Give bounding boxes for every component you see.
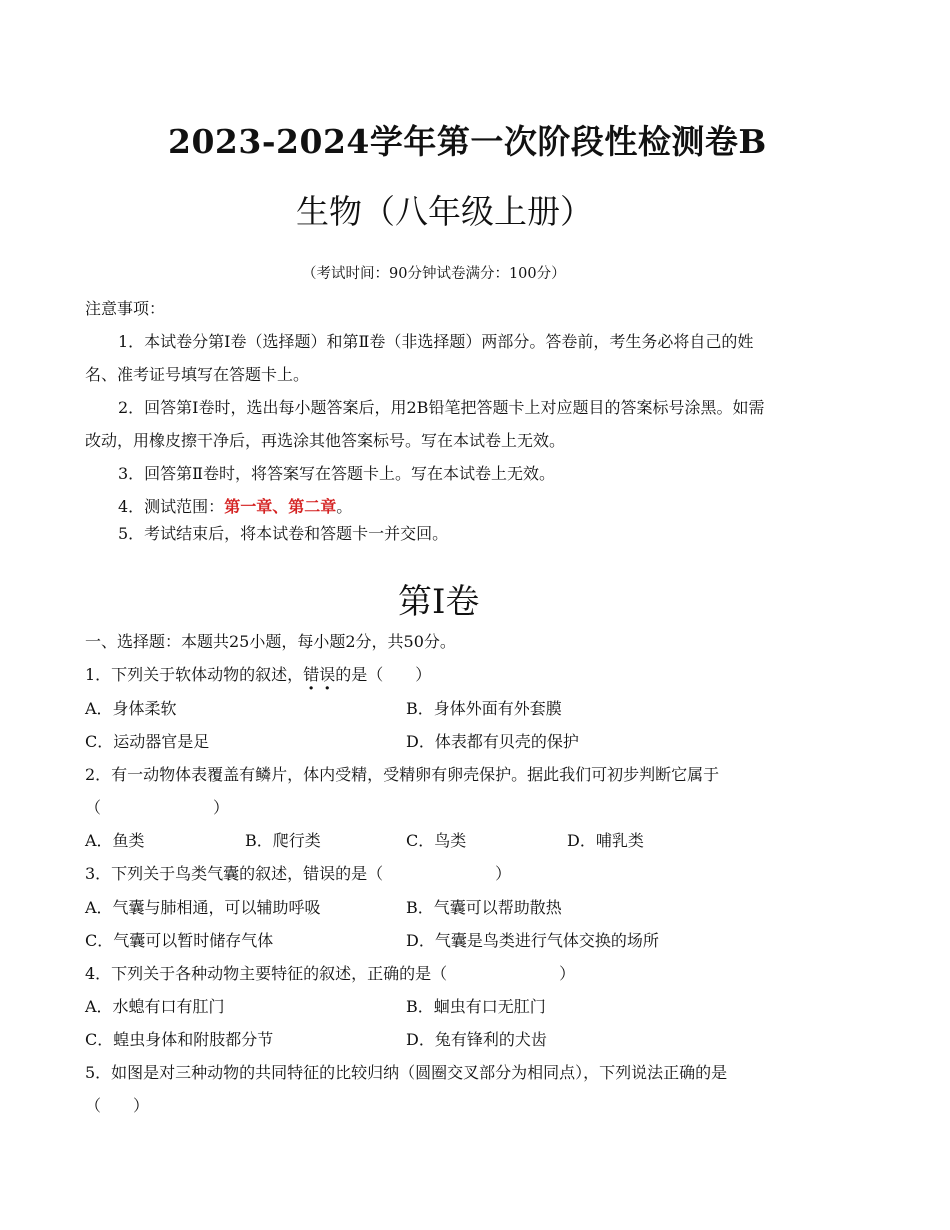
question-2-stem: 2．有一动物体表覆盖有鳞片，体内受精，受精卵有卵壳保护。据此我们可初步判断它属于 xyxy=(85,765,720,784)
question-4-option-c: C．蝗虫身体和附肢都分节 xyxy=(85,1030,274,1049)
question-2-option-a: A．鱼类 xyxy=(85,831,145,850)
question-1-option-d: D．体表都有贝壳的保护 xyxy=(406,732,579,751)
question-1-option-a: A．身体柔软 xyxy=(85,699,177,718)
question-4-option-d: D．兔有锋利的犬齿 xyxy=(406,1030,547,1049)
notice-item-3: 3．回答第Ⅱ卷时，将答案写在答题卡上。写在本试卷上无效。 xyxy=(118,464,556,483)
notice-item-5: 5．考试结束后，将本试卷和答题卡一并交回。 xyxy=(118,524,449,543)
question-3-stem: 3．下列关于鸟类气囊的叙述，错误的是（ ） xyxy=(85,864,512,883)
question-2-option-b: B．爬行类 xyxy=(245,831,321,850)
question-4-option-a: A．水螅有口有肛门 xyxy=(85,997,225,1016)
part-1-heading: 第Ⅰ卷 xyxy=(398,582,480,622)
notice-item-4-prefix: 4．测试范围： xyxy=(118,497,225,516)
question-2-option-c: C．鸟类 xyxy=(406,831,467,850)
question-1-stem-prefix: 1．下列关于软体动物的叙述， xyxy=(85,665,304,684)
exam-info: （考试时间：90分钟试卷满分：100分） xyxy=(302,266,566,282)
question-3-option-b: B．气囊可以帮助散热 xyxy=(406,898,562,917)
notice-heading: 注意事项： xyxy=(85,299,166,318)
emphasis-char: 误 xyxy=(319,665,336,684)
notice-item-4 xyxy=(118,494,352,517)
emphasis-char: 错 xyxy=(303,665,320,684)
notice-item-1-line-2: 名、准考证号填写在答题卡上。 xyxy=(85,365,310,384)
question-3-option-a: A．气囊与肺相通，可以辅助呼吸 xyxy=(85,898,321,917)
test-scope: 第一章、第二章 xyxy=(224,497,337,516)
question-3-option-d: D．气囊是鸟类进行气体交换的场所 xyxy=(406,931,659,950)
question-1-stem xyxy=(85,662,431,685)
question-2-answer-paren: （ ） xyxy=(85,798,230,817)
question-1-option-b: B．身体外面有外套膜 xyxy=(406,699,562,718)
question-3-option-c: C．气囊可以暂时储存气体 xyxy=(85,931,274,950)
question-2-option-d: D．哺乳类 xyxy=(567,831,644,850)
notice-item-1-line-1: 1．本试卷分第Ⅰ卷（选择题）和第Ⅱ卷（非选择题）两部分。答卷前，考生务必将自己的姓 xyxy=(118,332,754,351)
exam-subtitle: 生物（八年级上册） xyxy=(296,192,593,231)
question-1-option-c: C．运动器官是足 xyxy=(85,732,210,751)
question-5-stem: 5．如图是对三种动物的共同特征的比较归纳（圆圈交叉部分为相同点），下列说法正确的是 xyxy=(85,1063,728,1082)
notice-item-2-line-2: 改动，用橡皮擦干净后，再选涂其他答案标号。写在本试卷上无效。 xyxy=(85,431,566,450)
question-4-stem: 4．下列关于各种动物主要特征的叙述，正确的是（ ） xyxy=(85,964,576,983)
question-5-answer-paren: （ ） xyxy=(85,1096,150,1115)
exam-title: 2023-2024学年第一次阶段性检测卷B xyxy=(168,122,767,161)
question-1-stem-suffix: 的是（ ） xyxy=(335,665,432,684)
notice-item-4-suffix: 。 xyxy=(336,497,353,516)
section-heading: 一、选择题：本题共25小题，每小题2分，共50分。 xyxy=(85,632,456,651)
notice-item-2-line-1: 2．回答第Ⅰ卷时，选出每小题答案后，用2B铅笔把答题卡上对应题目的答案标号涂黑。如需 xyxy=(118,398,765,417)
question-4-option-b: B．蛔虫有口无肛门 xyxy=(406,997,546,1016)
